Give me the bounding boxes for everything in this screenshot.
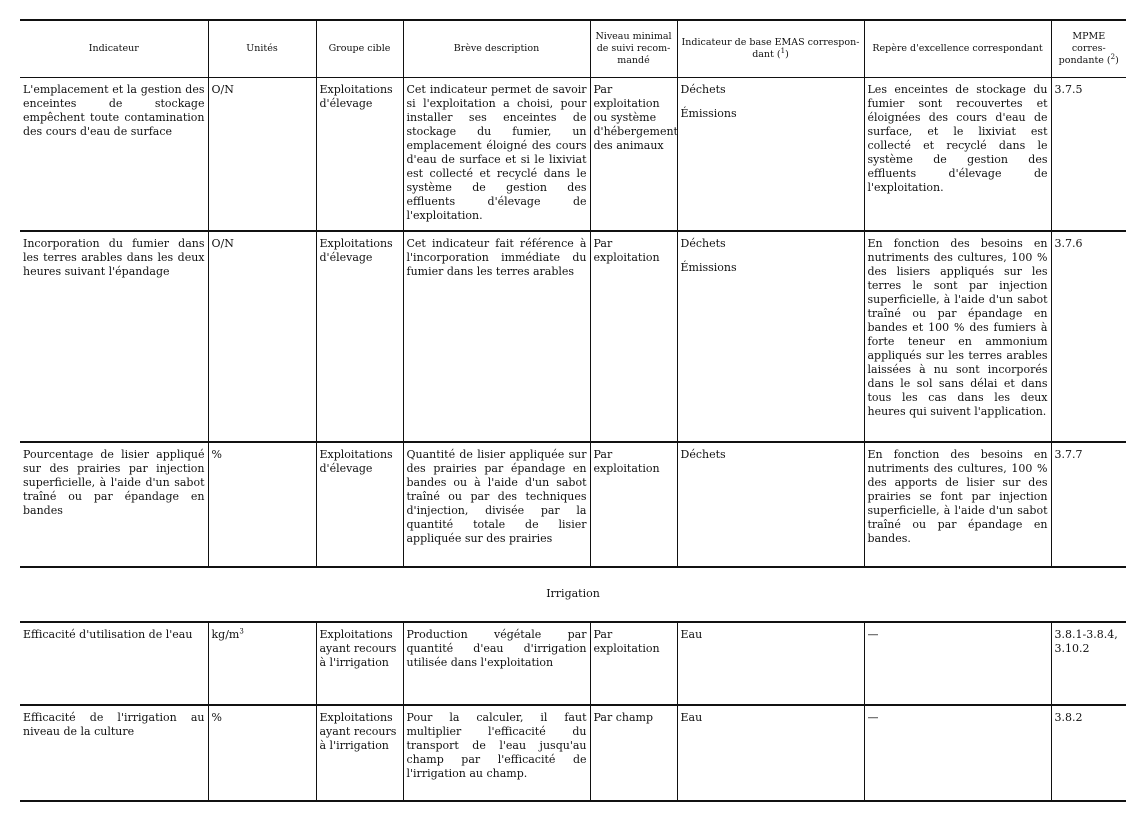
cell-repere: En fonction des besoins en nutriments des cultures, 100 % des apports de lisier sur des prairies se font par injection superficielle, à l'aide d'un sabot traîné ou par épandage en bandes. [864,442,1051,567]
cell-niveau: Par exploitation [590,442,677,567]
footnote-ref-2: 2 [1110,52,1116,61]
cell-niveau: Par champ [590,705,677,801]
cell-mpme: 3.7.5 [1051,78,1126,231]
cell-unites [208,705,316,801]
cell-repere: — [864,622,1051,705]
cell-mpme: 3.8.1-3.8.4, 3.10.2 [1051,622,1126,705]
header-groupe-cible: Groupe cible [316,20,403,78]
cell-description: Pour la calculer, il faut multiplier l'efficacité du transport de l'eau jusqu'au champ par l'efficacité de l'irrigation au champ. [403,705,590,801]
cell-mpme: 3.7.6 [1051,231,1126,442]
cell-niveau: Par exploitation ou système d'hébergement des animaux [590,78,677,231]
cell-emas: Eau [677,705,864,801]
cell-unites [208,622,316,705]
cell-indicateur: Efficacité de l'irrigation au niveau de la culture [23,710,205,738]
cell-indicateur: Incorporation du fumier dans les terres arables dans les deux heures suivant l'épandage [23,236,205,278]
unit-exponent: 3 [239,626,244,635]
header-mpme-text: MPME corres-pondante ( [1058,31,1111,66]
header-emas-text: Indicateur de base EMAS correspon-dant ( [681,37,860,60]
emas-item: Déchets [680,83,726,96]
header-repere: Repère d'excellence correspondant [864,20,1051,78]
header-indicateur: Indicateur [20,20,208,78]
cell-niveau: Par exploitation [590,231,677,442]
cell-description: Production végétale par quantité d'eau d'irrigation utilisée dans l'exploitation [403,622,590,705]
emas-item: Déchets [680,236,726,250]
cell-emas [677,442,864,567]
cell-repere: — [864,705,1051,801]
cell-emas [677,231,864,442]
footnote-ref-1: 1 [780,46,786,55]
table-row [20,78,1126,231]
table-header-row [20,20,1126,78]
cell-unites: O/N [208,78,316,231]
cell-mpme: 3.8.2 [1051,705,1126,801]
cell-unites: O/N [208,231,316,442]
cell-emas [677,78,864,231]
cell-groupe: Exploitations d'élevage [316,442,403,567]
indicator-table [20,19,1126,802]
header-description: Brève description [403,20,590,78]
cell-groupe: Exploitations d'élevage [316,231,403,442]
emas-item: Émissions [680,107,737,120]
table-row [20,442,1126,567]
table-row [20,231,1126,442]
emas-item: Émissions [680,260,737,274]
emas-item: Déchets [680,447,726,461]
cell-mpme: 3.7.7 [1051,442,1126,567]
header-niveau: Niveau minimal de suivi recom-mandé [590,20,677,78]
cell-description: Cet indicateur permet de savoir si l'exploitation a choisi, pour installer ses enceintes de stockage du fumier, un emplacement éloigné des cours d'eau de surface et si le lixiviat est collecté et recyclé dans le système de gestion des effluents d'élevage de l'exploitation. [403,78,590,231]
cell-indicateur: Pourcentage de lisier appliqué sur des prairies par injection superficielle, à l'aide d'un sabot traîné ou par épandage en bandes [23,447,205,517]
cell-niveau: Par exploitation [590,622,677,705]
header-mpme-close: ) [1115,55,1119,66]
section-title: Irrigation [20,567,1126,622]
cell-groupe: Exploitations ayant recours à l'irrigation [316,705,403,801]
section-row [20,567,1126,622]
cell-repere: En fonction des besoins en nutriments des cultures, 100 % des lisiers appliqués sur les terres le sont par injection superficielle, à l'aide d'un sabot traîné ou par épandage en bandes et 100 % des fumiers à forte teneur en ammonium appliqués sur les terres arables laissées à nu sont incorporés dans le sol sans délai et dans tous les cas dans les deux heures qui suivent l'application. [864,231,1051,442]
header-emas [677,20,864,78]
cell-groupe: Exploitations ayant recours à l'irrigation [316,622,403,705]
unit-text: % [211,710,222,724]
header-emas-close: ) [785,49,789,60]
table-row [20,705,1126,801]
cell-groupe: Exploitations d'élevage [316,78,403,231]
cell-indicateur: L'emplacement et la gestion des enceintes de stockage empêchent toute contamination des cours d'eau de surface [23,83,205,138]
cell-unites: % [208,442,316,567]
cell-description: Cet indicateur fait référence à l'incorporation immédiate du fumier dans les terres arables [403,231,590,442]
cell-emas: Eau [677,622,864,705]
header-unites: Unités [208,20,316,78]
header-mpme [1051,20,1126,78]
cell-indicateur: Efficacité d'utilisation de l'eau [23,627,193,641]
table-row [20,622,1126,705]
cell-description: Quantité de lisier appliquée sur des prairies par épandage en bandes ou à l'aide d'un sabot traîné ou par des techniques d'injection, divisée par la quantité totale de lisier appliquée sur des prairies [403,442,590,567]
unit-text: kg/m [211,627,240,641]
cell-repere: Les enceintes de stockage du fumier sont recouvertes et éloignées des cours d'eau de surface, et le lixiviat est collecté et recyclé dans le système de gestion des effluents d'élevage de l'exploitation. [864,78,1051,231]
